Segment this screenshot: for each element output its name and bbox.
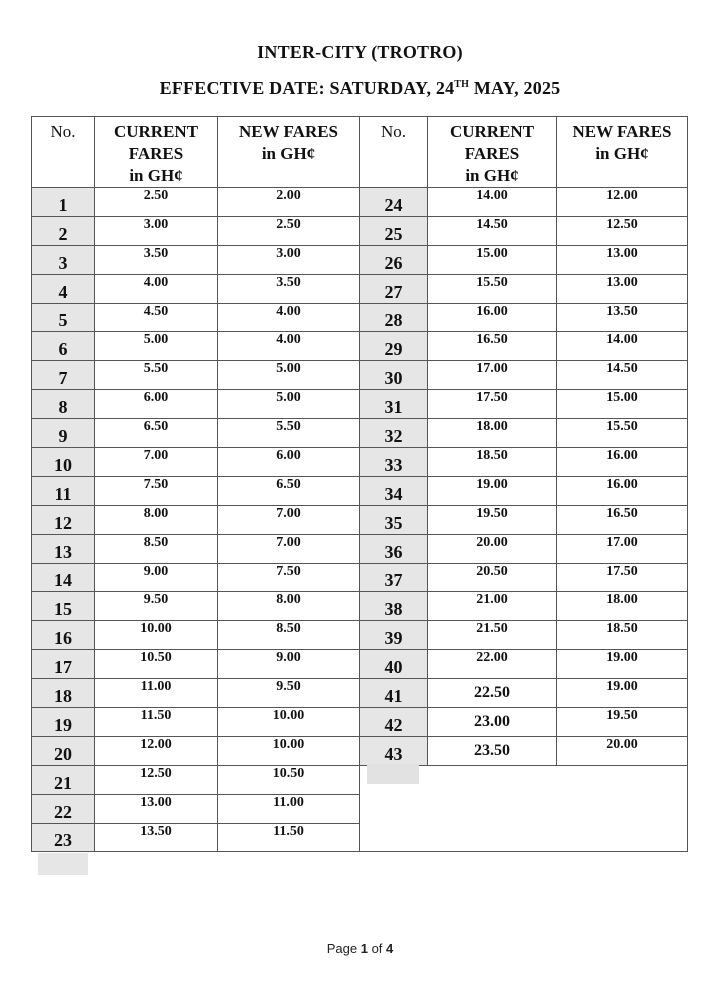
new-fare: 5.00 [218,361,360,390]
header-new-line2: in GH¢ [595,144,649,163]
table-row [32,505,688,534]
footer-page-total: 4 [386,941,394,956]
row-number: 19 [32,708,95,737]
table-row [32,650,688,679]
current-fare: 16.50 [428,332,557,361]
row-number: 5 [32,303,95,332]
current-fare: 17.50 [428,390,557,419]
row-number: 11 [32,476,95,505]
new-fare: 13.50 [557,303,688,332]
row-number: 10 [32,448,95,477]
current-fare: 5.00 [95,332,218,361]
redaction-block [38,853,88,875]
current-fare: 15.00 [428,245,557,274]
current-fare: 9.50 [95,592,218,621]
new-fare: 4.00 [218,332,360,361]
row-number: 30 [360,361,428,390]
row-number: 33 [360,448,428,477]
header-current-line1: CURRENT [449,122,535,141]
footer-page-word: Page [326,941,358,956]
row-number: 9 [32,419,95,448]
current-fare: 2.50 [95,188,218,217]
document-title: INTER-CITY (TROTRO) [257,42,463,62]
new-fare: 15.00 [557,390,688,419]
new-fare: 16.00 [557,476,688,505]
current-fare: 7.00 [95,448,218,477]
current-fare: 4.50 [95,303,218,332]
new-fare: 14.00 [557,332,688,361]
current-fare: 12.00 [95,736,218,765]
row-number: 28 [360,303,428,332]
row-number: 35 [360,505,428,534]
row-number: 22 [32,794,95,823]
current-fare: 4.00 [95,274,218,303]
new-fare: 13.00 [557,245,688,274]
table-row [32,621,688,650]
row-number: 39 [360,621,428,650]
effective-date-prefix: EFFECTIVE DATE: SATURDAY, 24 [159,78,455,98]
row-number: 16 [32,621,95,650]
new-fare: 9.00 [218,650,360,679]
current-fare: 19.50 [428,505,557,534]
table-row [32,274,688,303]
table-row [32,765,688,794]
table-row [32,448,688,477]
row-number: 4 [32,274,95,303]
row-number: 31 [360,390,428,419]
current-fare: 10.50 [95,650,218,679]
row-number: 41 [360,679,428,708]
table-row [32,188,688,217]
row-number: 40 [360,650,428,679]
current-fare: 23.50 [428,736,557,765]
table-row [32,216,688,245]
fares-body [32,188,688,852]
effective-date-suffix: MAY, 2025 [469,78,561,98]
new-fare: 15.50 [557,419,688,448]
current-fare: 11.00 [95,679,218,708]
header-current-line3: in GH¢ [465,166,519,185]
new-fare: 5.50 [218,419,360,448]
row-number: 1 [32,188,95,217]
table-row [32,390,688,419]
row-number: 42 [360,708,428,737]
fares-table [31,116,688,852]
row-number: 3 [32,245,95,274]
row-number: 23 [32,823,95,852]
row-number: 6 [32,332,95,361]
new-fare: 11.50 [218,823,360,852]
header-current-line2: FARES [464,144,520,163]
new-fare: 6.00 [218,448,360,477]
table-row [32,419,688,448]
table-row [32,332,688,361]
header-no-right: No. [360,117,428,188]
row-number: 29 [360,332,428,361]
header-current-line1: CURRENT [113,122,199,141]
current-fare: 3.50 [95,245,218,274]
row-number: 8 [32,390,95,419]
row-number: 32 [360,419,428,448]
current-fare: 5.50 [95,361,218,390]
table-row [32,679,688,708]
new-fare: 9.50 [218,679,360,708]
new-fare: 7.00 [218,505,360,534]
row-number: 36 [360,534,428,563]
table-row [32,476,688,505]
new-fare: 18.00 [557,592,688,621]
new-fare: 11.00 [218,794,360,823]
header-new-line1: NEW FARES [572,122,672,141]
table-row [32,592,688,621]
row-number: 43 [360,736,428,765]
row-number: 2 [32,216,95,245]
new-fare: 18.50 [557,621,688,650]
row-number: 14 [32,563,95,592]
current-fare: 16.00 [428,303,557,332]
row-number: 34 [360,476,428,505]
row-number: 24 [360,188,428,217]
table-row [32,361,688,390]
new-fare: 7.50 [218,563,360,592]
header-new-line1: NEW FARES [238,122,339,141]
header-new-right [557,117,688,188]
current-fare: 20.50 [428,563,557,592]
row-number: 26 [360,245,428,274]
row-number: 15 [32,592,95,621]
new-fare: 13.00 [557,274,688,303]
new-fare: 19.00 [557,679,688,708]
current-fare: 14.00 [428,188,557,217]
current-fare: 11.50 [95,708,218,737]
current-fare: 21.00 [428,592,557,621]
current-fare: 18.00 [428,419,557,448]
new-fare: 7.00 [218,534,360,563]
new-fare: 12.00 [557,188,688,217]
current-fare: 21.50 [428,621,557,650]
page-footer [0,941,720,956]
table-row [32,534,688,563]
header-current-line2: FARES [128,144,184,163]
current-fare: 8.50 [95,534,218,563]
new-fare: 20.00 [557,736,688,765]
new-fare: 19.50 [557,708,688,737]
new-fare: 10.00 [218,736,360,765]
new-fare: 10.50 [218,765,360,794]
new-fare: 3.00 [218,245,360,274]
current-fare: 23.00 [428,708,557,737]
current-fare: 13.00 [95,794,218,823]
current-fare: 8.00 [95,505,218,534]
row-number: 12 [32,505,95,534]
new-fare: 8.50 [218,621,360,650]
row-number: 25 [360,216,428,245]
table-row [32,708,688,737]
header-current-left [95,117,218,188]
table-row [32,736,688,765]
current-fare: 9.00 [95,563,218,592]
new-fare: 12.50 [557,216,688,245]
current-fare: 22.00 [428,650,557,679]
header-new-left [218,117,360,188]
row-number: 7 [32,361,95,390]
footer-of-word: of [371,941,383,956]
table-row [32,245,688,274]
new-fare: 17.50 [557,563,688,592]
row-number: 37 [360,563,428,592]
current-fare: 19.00 [428,476,557,505]
row-number: 13 [32,534,95,563]
new-fare: 14.50 [557,361,688,390]
new-fare: 5.00 [218,390,360,419]
new-fare: 16.00 [557,448,688,477]
new-fare: 2.50 [218,216,360,245]
current-fare: 14.50 [428,216,557,245]
row-number: 21 [32,765,95,794]
table-row [32,303,688,332]
footer-page-num: 1 [360,941,368,956]
new-fare: 3.50 [218,274,360,303]
current-fare: 7.50 [95,476,218,505]
current-fare: 13.50 [95,823,218,852]
new-fare: 2.00 [218,188,360,217]
new-fare: 8.00 [218,592,360,621]
current-fare: 18.50 [428,448,557,477]
table-header-row [32,117,688,188]
new-fare: 6.50 [218,476,360,505]
new-fare: 10.00 [218,708,360,737]
table-row [32,563,688,592]
new-fare: 17.00 [557,534,688,563]
current-fare: 3.00 [95,216,218,245]
new-fare: 4.00 [218,303,360,332]
row-number: 18 [32,679,95,708]
current-fare: 20.00 [428,534,557,563]
row-number: 20 [32,736,95,765]
current-fare: 6.00 [95,390,218,419]
row-number: 17 [32,650,95,679]
header-new-line2: in GH¢ [261,144,316,163]
header-no-left: No. [32,117,95,188]
header-current-line3: in GH¢ [129,166,183,185]
current-fare: 12.50 [95,765,218,794]
redaction-block [367,764,419,784]
current-fare: 22.50 [428,679,557,708]
current-fare: 10.00 [95,621,218,650]
current-fare: 17.00 [428,361,557,390]
new-fare: 19.00 [557,650,688,679]
effective-date [0,78,720,99]
header-current-right [428,117,557,188]
current-fare: 6.50 [95,419,218,448]
effective-date-sup: TH [454,79,470,90]
row-number: 27 [360,274,428,303]
current-fare: 15.50 [428,274,557,303]
row-number: 38 [360,592,428,621]
new-fare: 16.50 [557,505,688,534]
